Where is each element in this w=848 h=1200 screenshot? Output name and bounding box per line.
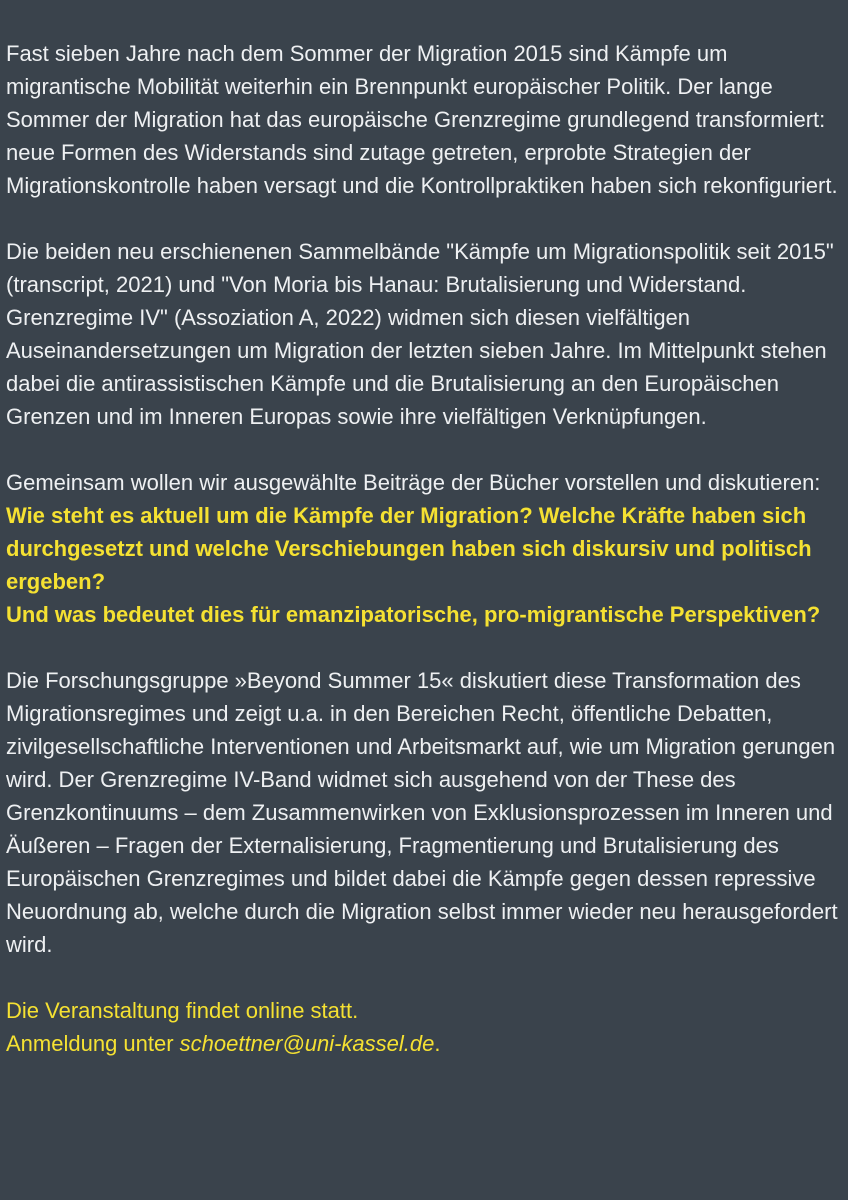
research-paragraph: Die Forschungsgruppe »Beyond Summer 15« diskutiert diese Transformation des Migrationsregimes und zeigt u.a. in den Bereichen Recht, öffentliche Debatten, zivilgesellschaftliche Interventionen und Arbeitsmarkt auf, wie um Migration gerungen wird. Der Grenzregime IV-Band widmet sich ausgehend von der These des Grenzkontinuums – dem Zusammenwirken von Exklusionsprozessen im Inneren und Äußeren – Fragen der Externalisierung, Fragmentierung und Brutalisierung des Europäischen Grenzregimes und bildet dabei die Kämpfe gegen dessen repressive Neuordnung ab, welche durch die Migration selbst immer wieder neu herausgefordert wird. [6,668,838,957]
registration-email-link[interactable]: schoettner@uni-kassel.de [179,1031,435,1056]
highlighted-question-1: Wie steht es aktuell um die Kämpfe der Migration? Welche Kräfte haben sich durchgesetzt und welche Verschiebungen haben sich diskursiv und politisch ergeben? [6,503,812,594]
online-notice: Die Veranstaltung findet online statt. [6,998,359,1023]
highlighted-question-2: Und was bedeutet dies für emanzipatorische, pro-migrantische Perspektiven? [6,602,821,627]
intro-paragraph: Fast sieben Jahre nach dem Sommer der Migration 2015 sind Kämpfe um migrantische Mobilität weiterhin ein Brennpunkt europäischer Politik. Der lange Sommer der Migration hat das europäische Grenzregime grundlegend transformiert: neue Formen des Widerstands sind zutage getreten, erprobte Strategien der Migrationskontrolle haben versagt und die Kontrollpraktiken haben sich rekonfiguriert. [6,41,838,198]
event-info [6,994,844,1060]
questions-paragraph [6,466,844,631]
registration-label: Anmeldung unter [6,1031,180,1056]
registration-period: . [434,1031,441,1056]
books-paragraph: Die beiden neu erschienenen Sammelbände "Kämpfe um Migrationspolitik seit 2015" (transcript, 2021) und "Von Moria bis Hanau: Brutalisierung und Widerstand. Grenzregime IV" (Assoziation A, 2022) widmen sich diesen vielfältigen Auseinandersetzungen um Migration der letzten sieben Jahre. Im Mittelpunkt stehen dabei die antirassistischen Kämpfe und die Brutalisierung an den Europäischen Grenzen und im Inneren Europas sowie ihre vielfältigen Verknüpfungen. [6,239,834,429]
questions-intro: Gemeinsam wollen wir ausgewählte Beiträge der Bücher vorstellen und diskutieren: [6,470,821,495]
